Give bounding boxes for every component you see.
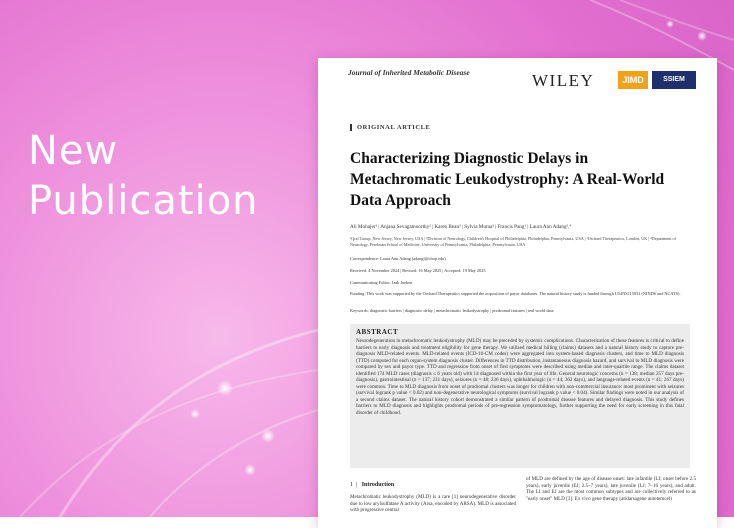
headline-line-1: New bbox=[28, 128, 119, 174]
headline bbox=[28, 126, 259, 226]
headline-line-2: Publication bbox=[28, 178, 259, 224]
abstract-text: Neurodegeneration in metachromatic leukodystrophy (MLD) may be preceded by systemic complications. Characterization of these features is critical to define barriers to early diagnosis and treatment eligibility for gene therapy. We utilized medical billing (claims) datasets and a natural history study to capture pre-diagnosis MLD-related events. MLD-related events (ICD-10-CM codes) were aggregated into system-based diagnosis clusters, and time to MLD diagnosis (TTD) computed for each organ-system diagnosis cluster. Differences in TTD distribution, instantaneous diagnosis hazard, and survival to MLD diagnosis were compared by sex and payor type. TTD and regression from onset of first symptoms were described using median and inter-quartile range. The claims dataset identified 174 MLD cases (diagnosis ≤ 6 years old) with 14 diagnosed within the first year of life. General neurologic concerns (n = 138; median 257 days pre-diagnosis), gastrointestinal (n = 137; 231 days), seizures (n = 48; 236 days), ophthalmologic (n = 44; 362 days), and language-related events (n = 41; 267 days) were common. Time to MLD diagnosis from onset of prodromal clusters was longer for children with non-commercial insurance: most prominent with seizures (survival logrank p value < 0.02) and non-degenerative neurological symptoms (survival logrank p value < 0.04). Similar findings were noted in our analysis of a second claims dataset. The natural history cohort demonstrated a similar pattern of prodromal disease features and delayed diagnosis. This study defines barriers to MLD diagnosis and highlights prodromal periods of pre-regression symptomatology, further supporting the need for early screening in this fatal disorder of childhood. bbox=[356, 338, 684, 416]
abstract-box bbox=[350, 324, 690, 468]
ssiem-logo: SSIEM bbox=[652, 71, 696, 89]
jimd-logo: JIMD bbox=[618, 71, 648, 89]
article-type: ORIGINAL ARTICLE bbox=[350, 124, 431, 131]
publication-dates: Received: 4 November 2024 | Revised: 16 May 2025 | Accepted: 19 May 2025 bbox=[350, 268, 486, 273]
section-title: Introduction bbox=[361, 482, 395, 488]
author-list: Ali Mohajer¹ | Anjana Sevagamoorthy² | Karen Bean³ | Sylvia Mutua³ | Francis Pang¹ | Laura Ann Adang²,⁴ bbox=[350, 224, 572, 230]
introduction-right-column: of MLD are defined by the age of disease onset: late infantile (LI; onset before 2.5 years), early juvenile (EJ; 2.5–7 years), late juvenile (LJ; 7–16 years), and adult. The LI and EJ are the most common subtypes and are collectively referred to as "early onset" MLD [3]. Ex vivo gene therapy (atidarsagene autotemcel) bbox=[526, 476, 696, 502]
publisher-logo: WILEY bbox=[532, 71, 595, 90]
introduction-left-column: Metachromatic leukodystrophy (MLD) is a rare [1] neurodegenerative disorder due to low arylsulfatase A activity (Arsa, encoded by ARSA). MLD is associated with progressive central bbox=[350, 494, 516, 513]
communicating-editor: Communicating Editor: Jaak Jaeken bbox=[350, 280, 413, 285]
correspondence: Correspondence: Laura Ann Adang (adangl@chop.edu) bbox=[350, 256, 446, 261]
paper-title: Characterizing Diagnostic Delays in Metachromatic Leukodystrophy: A Real-World Data Approach bbox=[350, 150, 665, 209]
keywords: Keywords: diagnostic barriers | diagnostic delay | metachromatic leukodystrophy | prodromal features | real world data bbox=[350, 308, 554, 313]
paper-page bbox=[318, 58, 717, 528]
journal-name: Journal of Inherited Metabolic Disease bbox=[348, 68, 470, 77]
funding: Funding: This work was supported by the Orchard Therapeutics supported the acquisition of payor databases. The natural history study is funded through U54NS115052 (NINDS and NCATS). bbox=[350, 291, 681, 296]
introduction-heading: 1 | Introduction bbox=[350, 482, 395, 488]
section-number: 1 bbox=[350, 482, 353, 488]
abstract-heading: ABSTRACT bbox=[356, 328, 399, 336]
affiliations: ¹Qral Group, New Jersey, New Jersey, USA | ²Division of Neurology, Children's Hospital of Philadelphia, Philadelphia, Pennsylvania, USA | ³Orchard Therapeutics, London, UK | ⁴Department of Neurology, Perelman School of Medicine, University of Pennsylvania, Philadelphia, Pennsylvania, USA bbox=[350, 236, 677, 247]
